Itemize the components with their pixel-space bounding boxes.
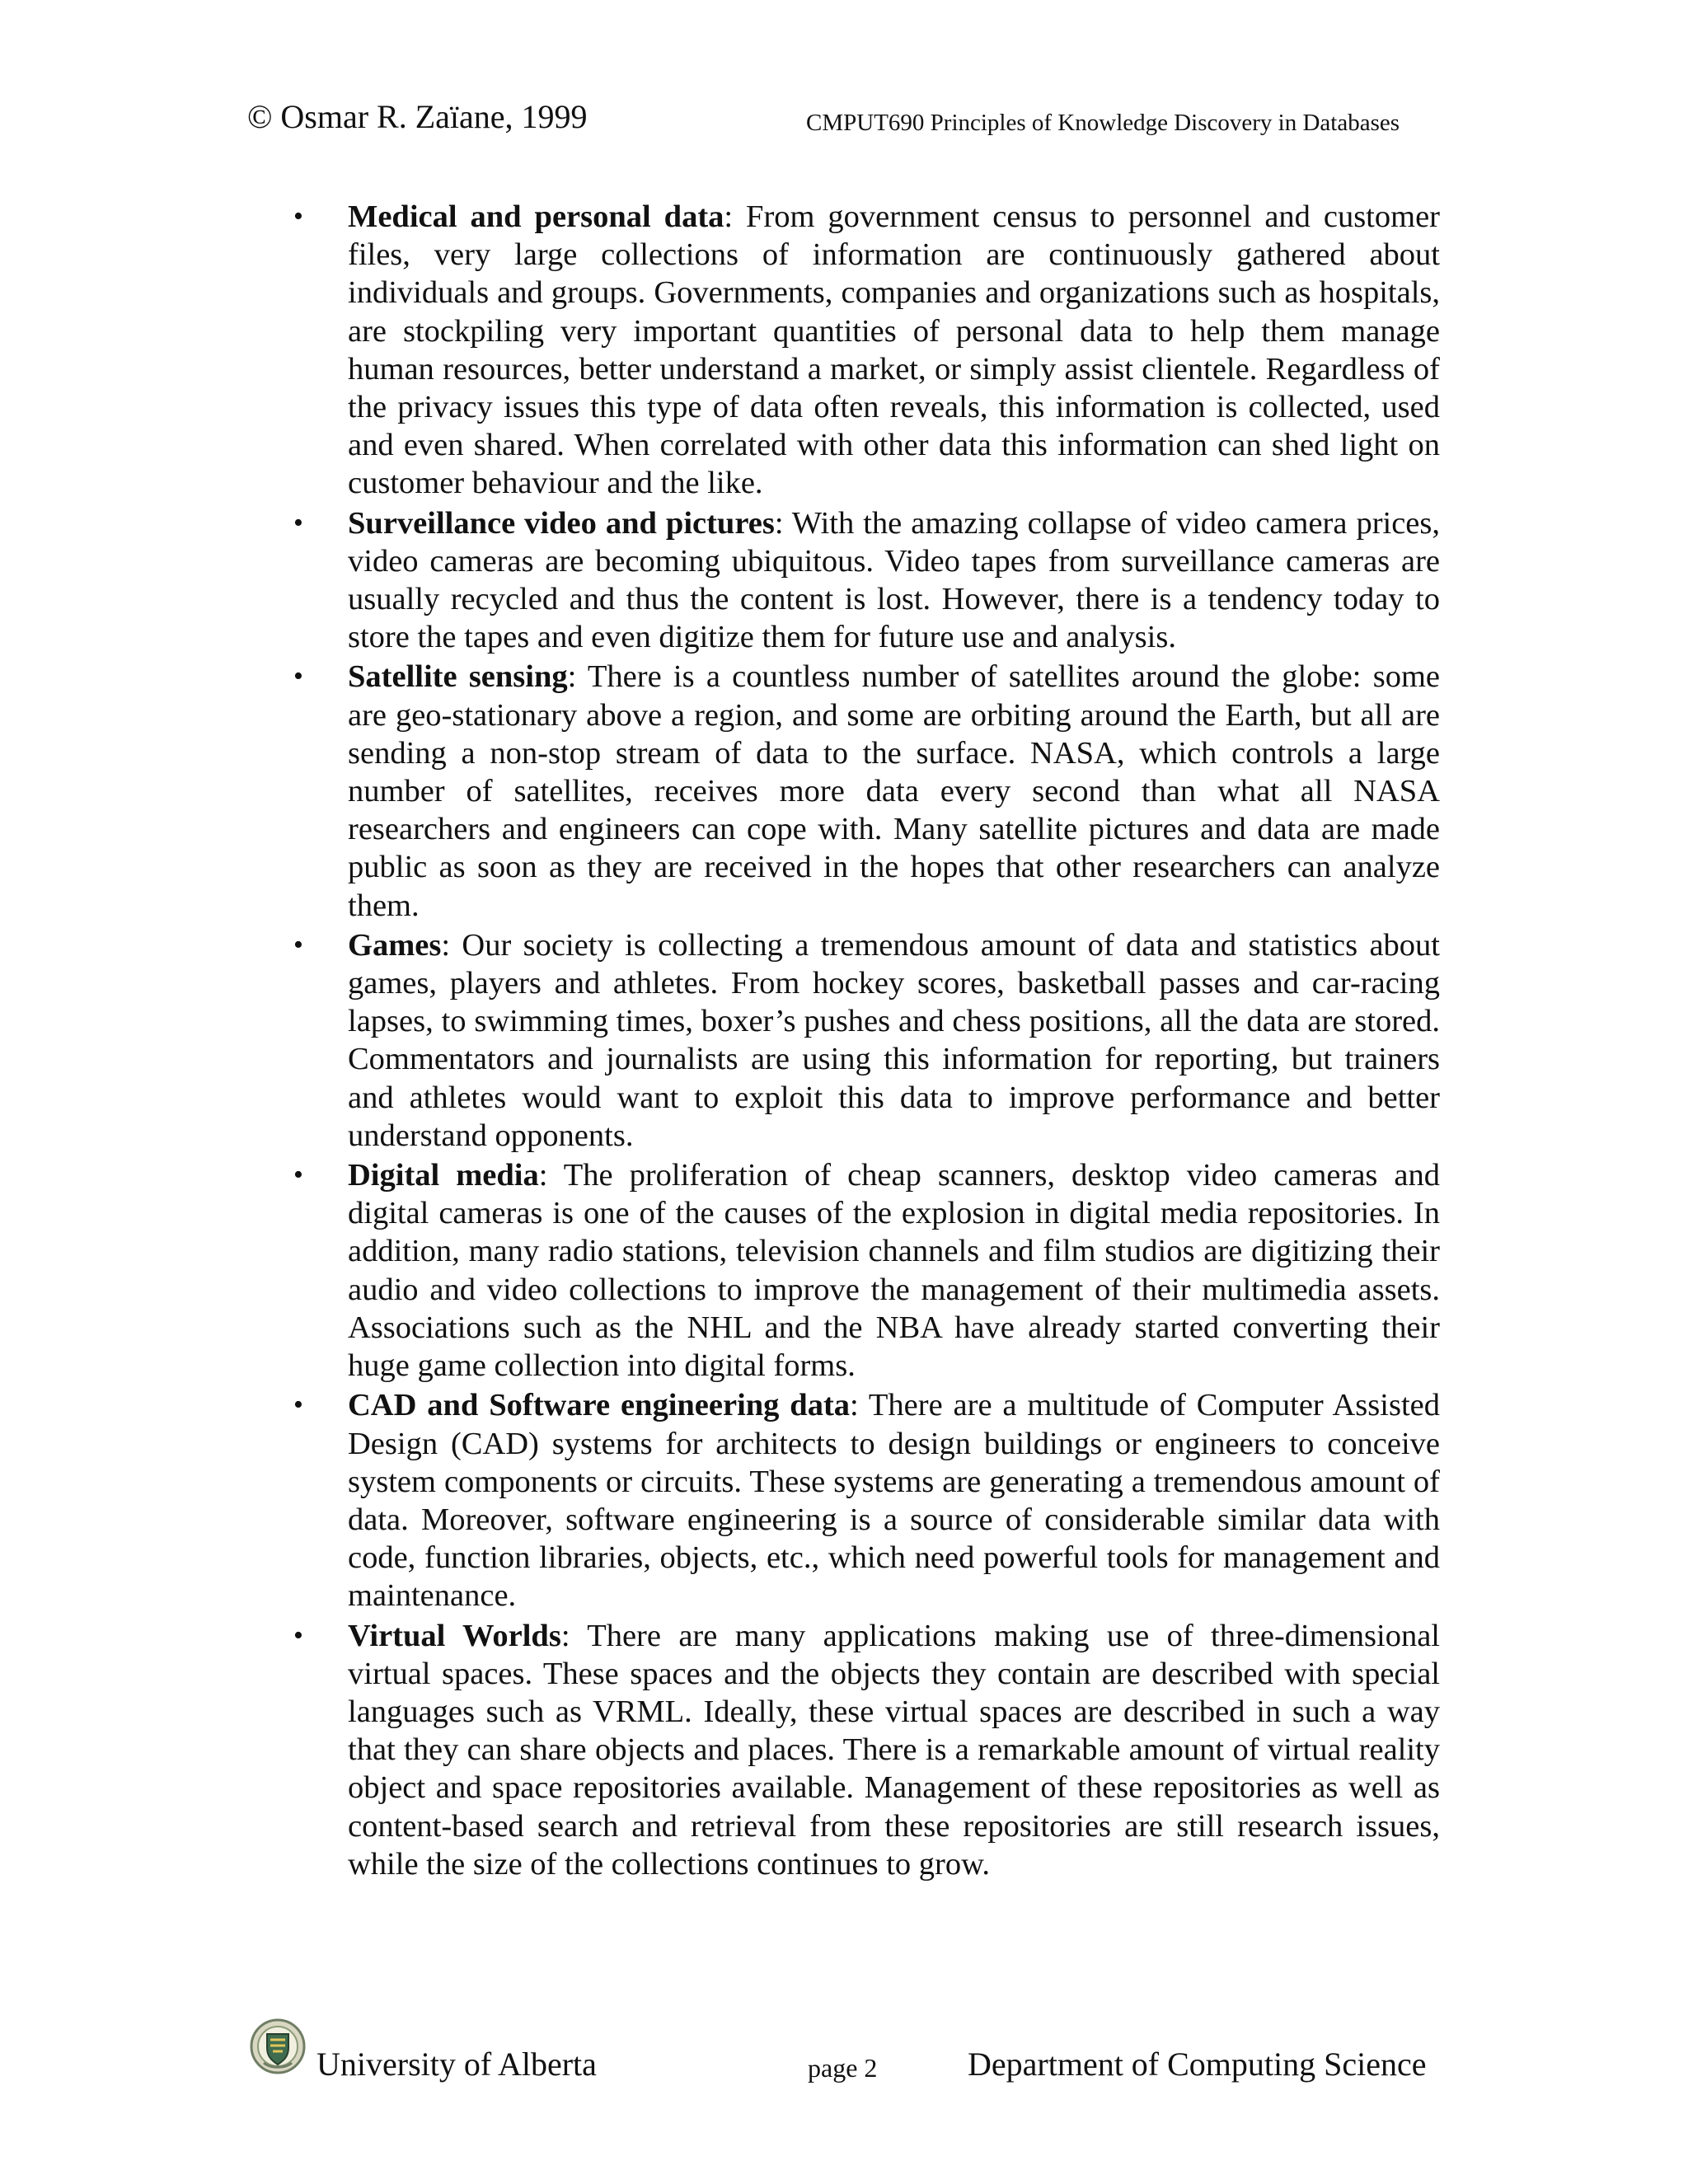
list-item bbox=[290, 658, 1440, 924]
list-item bbox=[290, 504, 1440, 657]
list-item bbox=[290, 198, 1440, 503]
footer-university: University of Alberta bbox=[316, 2046, 597, 2083]
list-item bbox=[290, 1617, 1440, 1883]
university-crest-icon bbox=[249, 2018, 307, 2075]
item-title: Satellite sensing bbox=[348, 659, 568, 695]
header-author: © Osmar R. Zaïane, 1999 bbox=[247, 98, 588, 135]
item-title: Games bbox=[348, 927, 442, 963]
data-sources-list bbox=[290, 198, 1440, 1885]
item-text: : There are many applications making use of three-dimensional virtual spaces. These spaces and the objects they contain are described with special languages such as VRML. Ideally, these virtual spaces are described in such a way that they can share objects and places. There is a remarkable amount of virtual reality object and space repositories available. Management of these repositories as well as content-based search and retrieval from these repositories are still research issues, while the size of the collections continues to grow. bbox=[348, 1618, 1440, 1882]
item-text: : The proliferation of cheap scanners, desktop video cameras and digital cameras is one of the causes of the explosion in digital media repositories. In addition, many radio stations, television channels and film studios are digitizing their audio and video collections to improve the management of their multimedia assets. Associations such as the NHL and the NBA have already started converting their huge game collection into digital forms. bbox=[348, 1158, 1440, 1384]
footer-department: Department of Computing Science bbox=[968, 2046, 1427, 2083]
item-title: Surveillance video and pictures bbox=[348, 505, 775, 541]
item-title: Virtual Worlds bbox=[348, 1618, 561, 1653]
bullet-icon: • bbox=[293, 1619, 303, 1651]
page-number: page 2 bbox=[808, 2053, 878, 2083]
bullet-icon: • bbox=[293, 1390, 303, 1421]
item-text: : From government census to personnel and customer files, very large collections of information are continuously gathered about individuals and groups. Governments, companies and organizations such as hospitals, are stockpiling very important quantities of personal data to help them manage human resources, better understand a market, or simply assist clientele. Regardless of the privacy issues this type of data often reveals, this information is collected, used and even shared. When correlated with other data this information can shed light on customer behaviour and the like. bbox=[348, 199, 1440, 501]
item-text: : Our society is collecting a tremendous amount of data and statistics about games, players and athletes. From hockey scores, basketball passes and car-racing lapses, to swimming times, boxer’s pushes and chess positions, all the data are stored. Commentators and journalists are using this information for reporting, but trainers and athletes would want to exploit this data to improve performance and better understand opponents. bbox=[348, 927, 1440, 1153]
list-item bbox=[290, 1156, 1440, 1385]
list-item bbox=[290, 926, 1440, 1155]
item-text: : There is a countless number of satellites around the globe: some are geo-stationary above a region, and some are orbiting around the Earth, but all are sending a non-stop stream of data to the surface. NASA, which controls a large number of satellites, receives more data every second than what all NASA researchers and engineers can cope with. Many satellite pictures and data are made public as soon as they are received in the hopes that other researchers can analyze them. bbox=[348, 659, 1440, 923]
bullet-icon: • bbox=[293, 201, 303, 232]
bullet-icon: • bbox=[293, 929, 303, 960]
item-text: : With the amazing collapse of video camera prices, video cameras are becoming ubiquitous. Video tapes from surveillance cameras are usually recycled and thus the content is lost. However, there is a tendency today to store the tapes and even digitize them for future use and analysis. bbox=[348, 505, 1440, 655]
item-title: Medical and personal data bbox=[348, 199, 724, 234]
item-text: : There are a multitude of Computer Assisted Design (CAD) systems for architects to design buildings or engineers to conceive system components or circuits. These systems are generating a tremendous amount of data. Moreover, software engineering is a source of considerable similar data with code, function libraries, objects, etc., which need powerful tools for management and maintenance. bbox=[348, 1388, 1440, 1614]
header-course-title: CMPUT690 Principles of Knowledge Discovery in Databases bbox=[806, 110, 1400, 136]
bullet-icon: • bbox=[293, 507, 303, 538]
bullet-icon: • bbox=[293, 1160, 303, 1191]
bullet-icon: • bbox=[293, 661, 303, 692]
list-item bbox=[290, 1386, 1440, 1615]
item-title: Digital media bbox=[348, 1158, 539, 1193]
item-title: CAD and Software engineering data bbox=[348, 1388, 851, 1423]
